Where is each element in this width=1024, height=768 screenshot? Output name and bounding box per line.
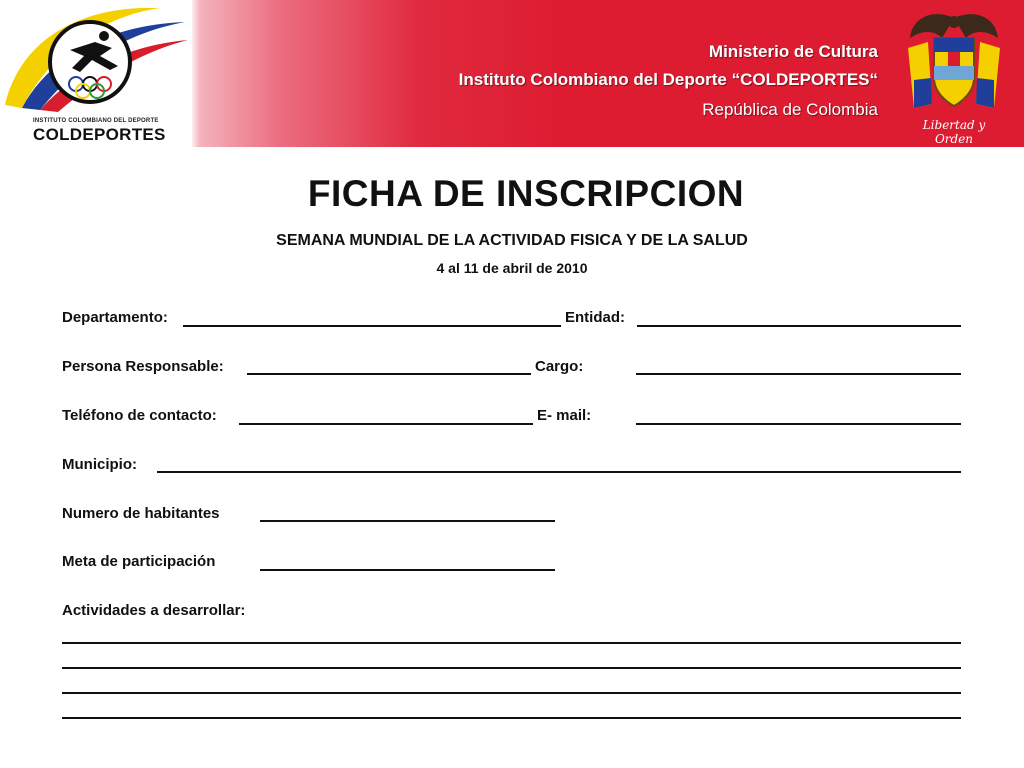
municipio-label: Municipio: — [62, 456, 137, 473]
actividades-line-3[interactable] — [62, 692, 961, 694]
departamento-label: Departamento: — [62, 309, 168, 326]
actividades-line-4[interactable] — [62, 717, 961, 719]
departamento-field[interactable] — [183, 325, 561, 327]
header-banner — [0, 0, 1024, 147]
entidad-field[interactable] — [637, 325, 961, 327]
logo-caption: COLDEPORTES — [33, 125, 166, 144]
habitantes-label: Numero de habitantes — [62, 505, 220, 522]
institute-name: Instituto Colombiano del Deporte “COLDEPORTES“ — [458, 70, 878, 89]
country-name: República de Colombia — [702, 100, 878, 119]
habitantes-field[interactable] — [260, 520, 555, 522]
telefono-label: Teléfono de contacto: — [62, 407, 217, 424]
actividades-line-1[interactable] — [62, 642, 961, 644]
email-label: E- mail: — [537, 407, 592, 424]
page-title: FICHA DE INSCRIPCION — [307, 173, 745, 214]
seal-motto: Libertad y Orden — [922, 118, 986, 146]
event-dates: 4 al 11 de abril de 2010 — [436, 260, 588, 276]
meta-field[interactable] — [260, 569, 555, 571]
event-subtitle: SEMANA MUNDIAL DE LA ACTIVIDAD FISICA Y DE LA SALUD — [276, 232, 748, 249]
ministry-name: Ministerio de Cultura — [708, 42, 878, 61]
colombia-coat-of-arms-icon — [902, 8, 1006, 118]
coldeportes-logo-icon — [0, 0, 192, 120]
cargo-label: Cargo: — [535, 358, 584, 375]
persona-responsable-field[interactable] — [247, 373, 531, 375]
actividades-label: Actividades a desarrollar: — [62, 602, 246, 619]
logo-caption-small: INSTITUTO COLOMBIANO DEL DEPORTE — [33, 118, 159, 124]
persona-responsable-label: Persona Responsable: — [62, 358, 224, 375]
actividades-line-2[interactable] — [62, 667, 961, 669]
telefono-field[interactable] — [239, 423, 533, 425]
meta-label: Meta de participación — [62, 553, 216, 570]
entidad-label: Entidad: — [565, 309, 625, 326]
cargo-field[interactable] — [636, 373, 961, 375]
municipio-field[interactable] — [157, 471, 961, 473]
coldeportes-logo — [0, 0, 192, 147]
email-field[interactable] — [636, 423, 961, 425]
